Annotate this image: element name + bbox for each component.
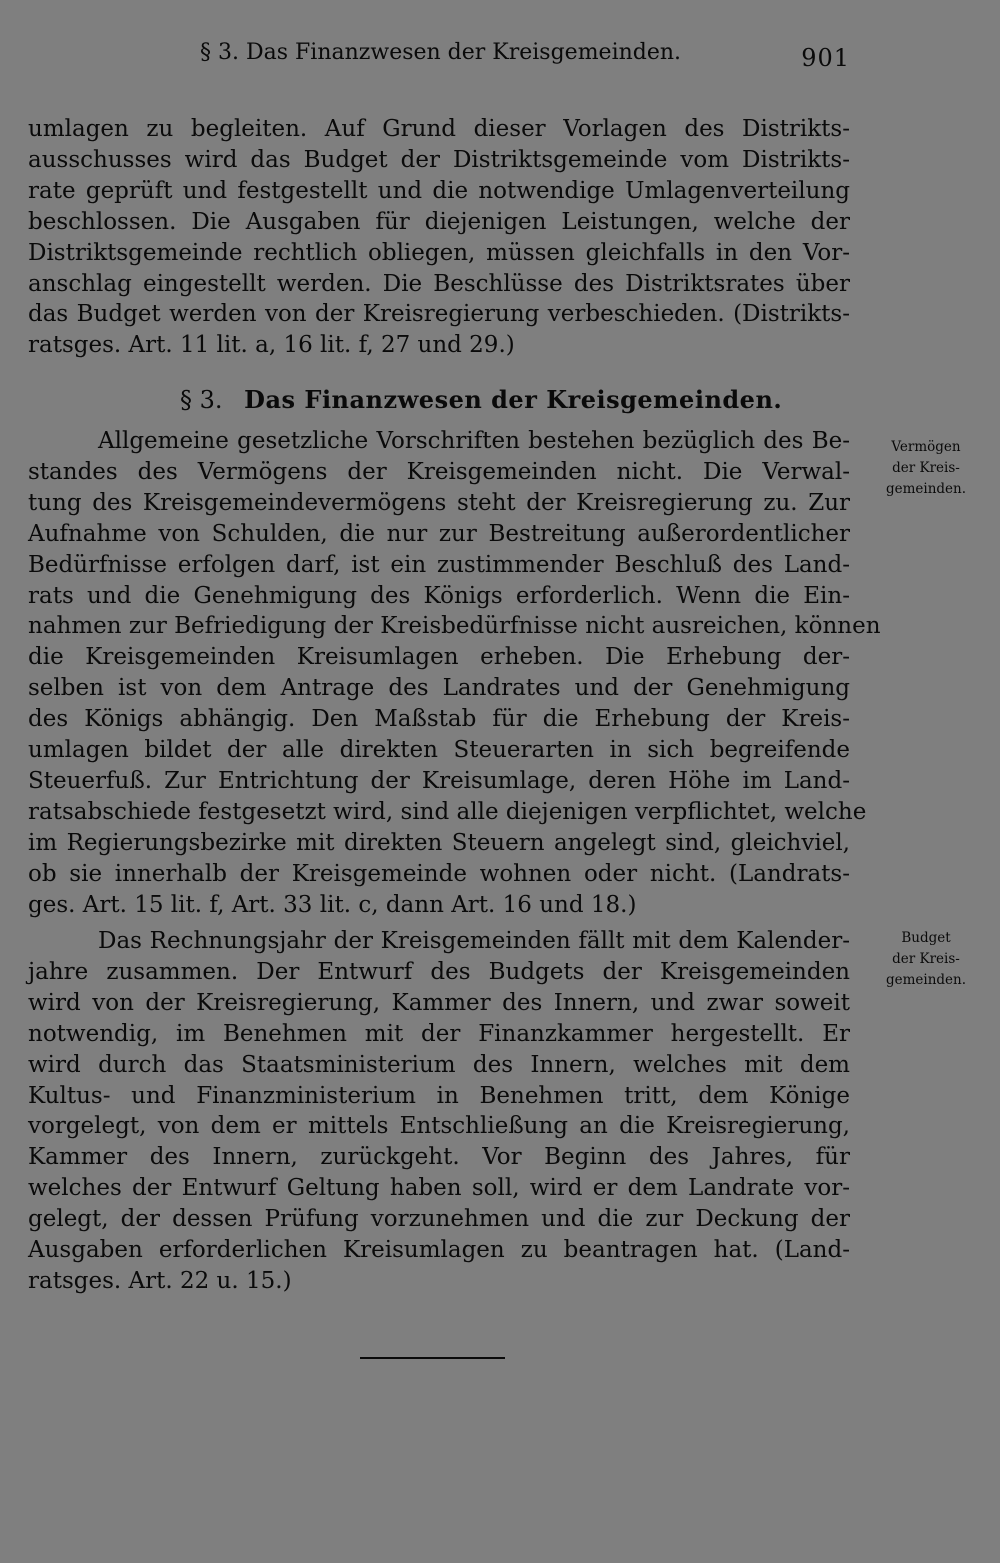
margin-note-line: gemeinden. xyxy=(885,972,967,988)
text-line: ratsges. Art. 11 lit. a, 16 lit. f, 27 und 29.) xyxy=(28,332,515,359)
text-line: Ausgaben erforderlichen Kreisumlagen zu beantragen hat. (Land- xyxy=(28,1237,850,1264)
page-number: 901 xyxy=(801,44,850,72)
text-line: tung des Kreisgemeindevermögens steht der Kreisregierung zu. Zur xyxy=(28,489,850,516)
text-line: im Regierungsbezirke mit direkten Steuern angelegt sind, gleichviel, xyxy=(28,829,850,856)
text-line: rate geprüft und festgestellt und die notwendige Umlagenverteilung xyxy=(28,177,850,204)
margin-note-line: der Kreis- xyxy=(892,951,960,967)
text-line: wird von der Kreisregierung, Kammer des Innern, und zwar soweit xyxy=(28,989,850,1016)
text-line: die Kreisgemeinden Kreisumlagen erheben. Die Erhebung der- xyxy=(28,644,850,671)
margin-note-vermoegen xyxy=(856,437,996,500)
text-line: selben ist von dem Antrage des Landrates und der Genehmigung xyxy=(28,675,850,702)
text-line: Allgemeine gesetzliche Vorschriften bestehen bezüglich des Be- xyxy=(98,428,850,454)
text-line: nahmen zur Befriedigung der Kreisbedürfnisse nicht ausreichen, können xyxy=(28,613,881,640)
text-line: wird durch das Staatsministerium des Innern, welches mit dem xyxy=(28,1051,850,1078)
text-line: Kultus- und Finanzministerium in Benehmen tritt, dem Könige xyxy=(28,1082,850,1109)
text-line: des Königs abhängig. Den Maßstab für die Erhebung der Kreis- xyxy=(28,706,850,733)
margin-note-line: Vermögen xyxy=(891,439,961,455)
text-line: rats und die Genehmigung des Königs erforderlich. Wenn die Ein- xyxy=(28,582,850,609)
text-line: ausschusses wird das Budget der Distriktsgemeinde vom Distrikts- xyxy=(28,146,850,173)
text-line: Steuerfuß. Zur Entrichtung der Kreisumlage, deren Höhe im Land- xyxy=(28,767,850,794)
closing-rule xyxy=(360,1357,505,1359)
margin-note-budget xyxy=(856,928,996,991)
text-line: Aufnahme von Schulden, die nur zur Bestreitung außerordentlicher xyxy=(28,520,850,547)
text-line: anschlag eingestellt werden. Die Beschlüsse des Distriktsrates über xyxy=(28,270,850,297)
text-line: Das Rechnungsjahr der Kreisgemeinden fällt mit dem Kalender- xyxy=(98,928,850,954)
margin-note-line: gemeinden. xyxy=(885,481,967,497)
text-line: das Budget werden von der Kreisregierung verbeschieden. (Distrikts- xyxy=(28,301,850,328)
text-line: gelegt, der dessen Prüfung vorzunehmen und die zur Deckung der xyxy=(28,1206,850,1233)
text-line: umlagen bildet der alle direkten Steuerarten in sich begreifende xyxy=(28,737,850,764)
text-line: ges. Art. 15 lit. f, Art. 33 lit. c, dann Art. 16 und 18.) xyxy=(28,891,637,918)
text-line: umlagen zu begleiten. Auf Grund dieser Vorlagen des Distrikts- xyxy=(28,116,850,142)
text-line: ratsabschiede festgesetzt wird, sind alle diejenigen verpflichtet, welche xyxy=(28,798,867,825)
text-line: standes des Vermögens der Kreisgemeinden nicht. Die Verwal- xyxy=(28,458,850,485)
text-line: Bedürfnisse erfolgen darf, ist ein zustimmender Beschluß des Land- xyxy=(28,551,850,578)
text-line: welches der Entwurf Geltung haben soll, wird er dem Landrate vor- xyxy=(28,1175,850,1202)
section-number: § 3. xyxy=(180,386,223,414)
text-line: ob sie innerhalb der Kreisgemeinde wohnen oder nicht. (Landrats- xyxy=(28,860,850,887)
paragraph-2 xyxy=(28,926,850,1297)
margin-note-line: der Kreis- xyxy=(892,460,960,476)
text-line: vorgelegt, von dem er mittels Entschließung an die Kreisregierung, xyxy=(28,1113,850,1140)
margin-note-line: Budget xyxy=(901,930,951,946)
text-line: ratsges. Art. 22 u. 15.) xyxy=(28,1267,292,1294)
text-line: Distriktsgemeinde rechtlich obliegen, müssen gleichfalls in den Vor- xyxy=(28,239,850,266)
text-line: Kammer des Innern, zurückgeht. Vor Beginn des Jahres, für xyxy=(28,1144,850,1171)
paragraph-1 xyxy=(28,426,881,921)
paragraph-continued xyxy=(28,114,850,361)
section-heading xyxy=(180,385,783,414)
section-title: Das Finanzwesen der Kreisgemeinden. xyxy=(244,385,783,414)
text-line: jahre zusammen. Der Entwurf des Budgets der Kreisgemeinden xyxy=(28,958,850,985)
text-line: beschlossen. Die Ausgaben für diejenigen Leistungen, welche der xyxy=(28,208,850,235)
text-line: notwendig, im Benehmen mit der Finanzkammer hergestellt. Er xyxy=(28,1020,850,1047)
running-head: § 3. Das Finanzwesen der Kreisgemeinden. xyxy=(200,40,682,65)
